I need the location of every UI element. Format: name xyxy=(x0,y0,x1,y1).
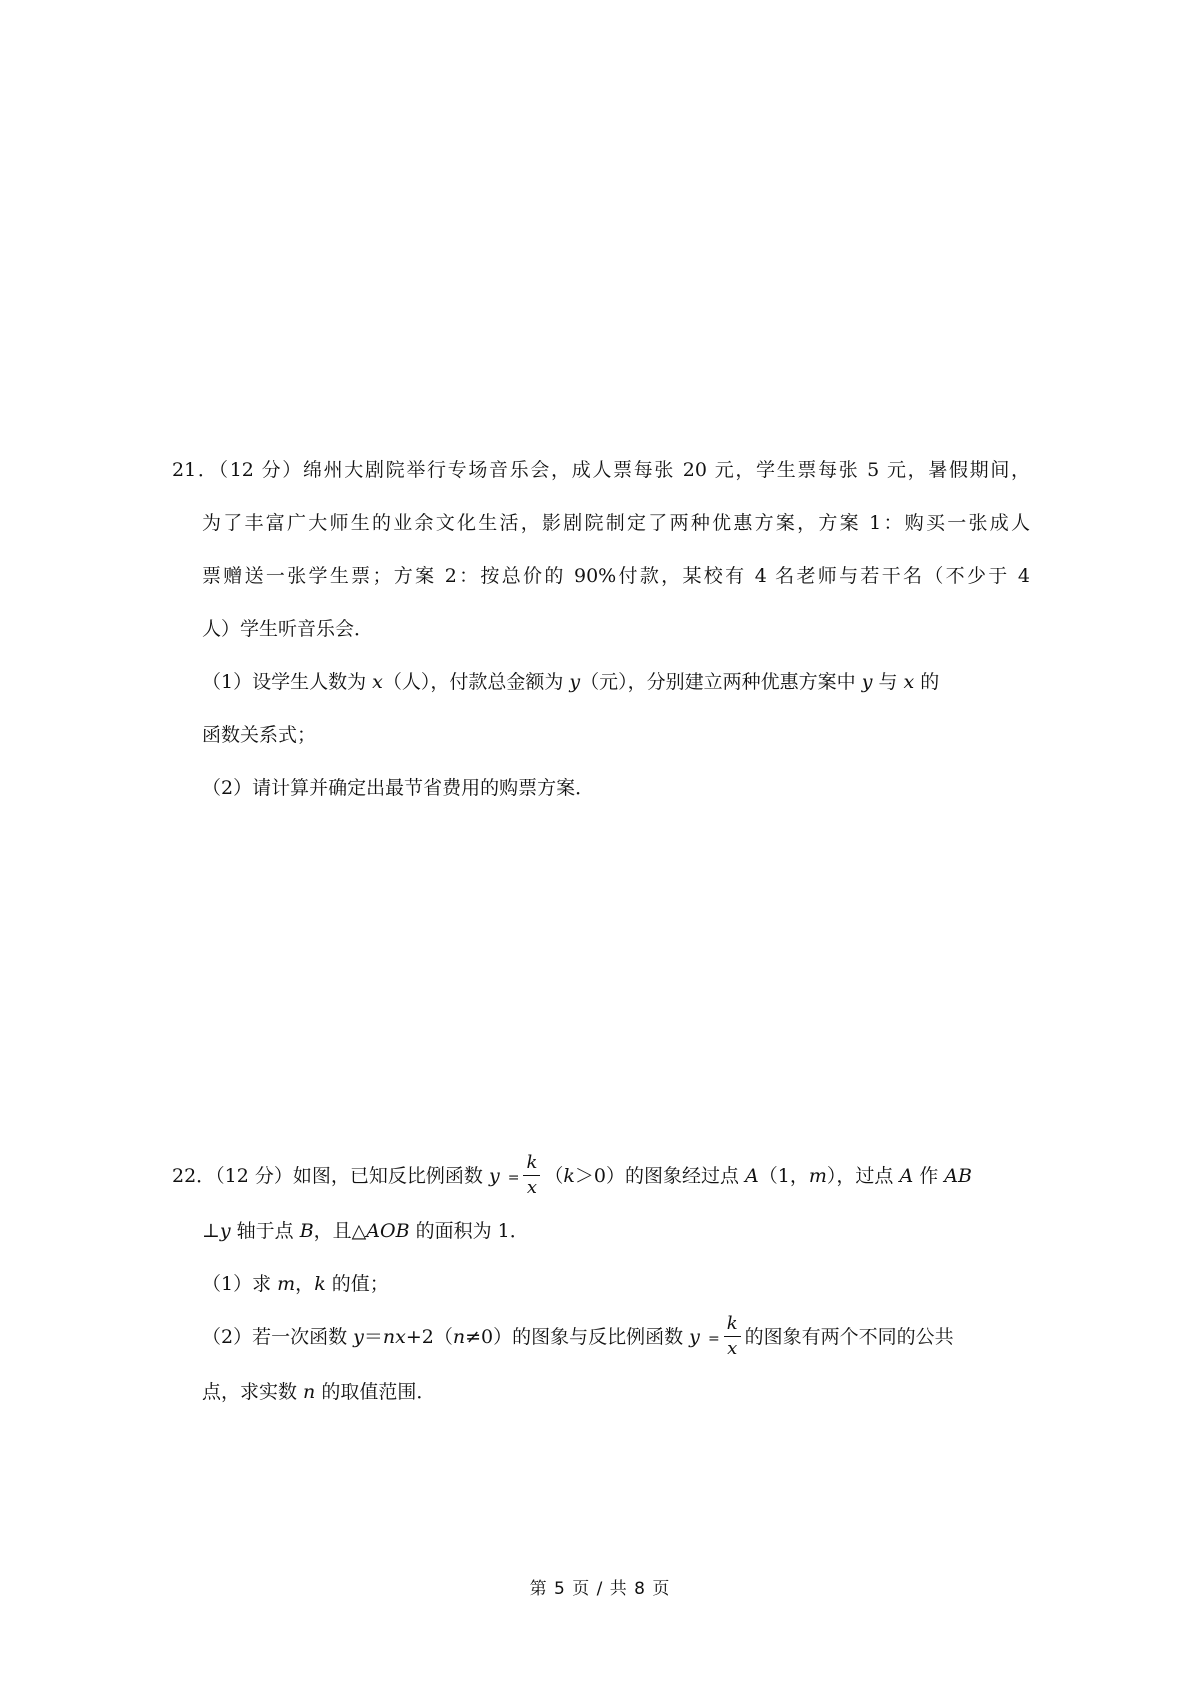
q22-frac-num: k xyxy=(523,1153,540,1176)
q22-p2-fraction xyxy=(724,1314,741,1359)
question-22 xyxy=(172,1150,1030,1419)
q21-line-1 xyxy=(172,444,1030,497)
q21-p1-text-e: 的 xyxy=(914,671,940,693)
q22-p2-l2-text-b: 的取值范围． xyxy=(315,1381,436,1403)
q21-line-4 xyxy=(180,603,1030,656)
q22-var-A: A xyxy=(745,1165,759,1187)
q22-text-c: ＞0）的图象经过点 xyxy=(574,1165,746,1187)
q22-part-2-line-2 xyxy=(180,1366,1030,1419)
q21-p1-var-y: y xyxy=(569,671,581,693)
q22-p2-l2-var-n: n xyxy=(303,1381,316,1403)
q22-l2-text-a: ⊥ xyxy=(202,1220,220,1242)
page-footer xyxy=(0,1574,1200,1599)
q22-var-A2: A xyxy=(899,1165,914,1187)
q22-line-1 xyxy=(172,1150,1030,1205)
q22-p2-var-nx: nx xyxy=(382,1326,406,1348)
q22-l2-var-AOB: AOB xyxy=(366,1220,410,1242)
q21-p1-var-y2: y xyxy=(861,671,873,693)
q22-fraction xyxy=(523,1153,540,1198)
q21-part-1-line-1 xyxy=(180,656,1030,709)
q22-p2-frac-num: k xyxy=(724,1314,741,1337)
q21-part-2 xyxy=(180,762,1030,815)
q22-var-k: k xyxy=(563,1165,575,1187)
q21-p1-text-line2: 函数关系式； xyxy=(202,724,317,746)
q21-line-3 xyxy=(180,550,1030,603)
q21-line-2 xyxy=(180,497,1030,550)
q22-text-f: 作 xyxy=(913,1165,945,1187)
q21-text-4: 人）学生听音乐会． xyxy=(202,618,374,640)
question-21 xyxy=(172,444,1030,815)
q22-p1-var-k: k xyxy=(314,1273,326,1295)
q21-text-3: 票赠送一张学生票；方案 2：按总价的 90%付款，某校有 4 名老师与若干名（不少于 4 xyxy=(202,565,1030,587)
q22-l2-text-c: ，且△ xyxy=(313,1220,367,1242)
q22-p1-var-m: m xyxy=(277,1273,296,1295)
q21-p1-text-b: （人），付款总金额为 xyxy=(382,671,570,693)
q22-p2-var-y: y xyxy=(353,1326,364,1348)
q21-p2-text: （2）请计算并确定出最节省费用的购票方案． xyxy=(202,777,595,799)
q21-text-2: 为了丰富广大师生的业余文化生活，影剧院制定了两种优惠方案，方案 1：购买一张成人 xyxy=(202,512,1030,534)
q21-p1-var-x2: x xyxy=(903,671,915,693)
q22-part-1 xyxy=(180,1258,1030,1311)
q22-p2-text-a: （2）若一次函数 xyxy=(202,1326,354,1348)
q22-p2-text-c: +2（ xyxy=(405,1326,453,1348)
q22-p2-frac-den: x xyxy=(727,1337,738,1359)
q22-p2-var-y2: y xyxy=(689,1326,700,1348)
q22-line-2 xyxy=(180,1205,1030,1258)
q22-var-m: m xyxy=(808,1165,827,1187)
q22-p2-text-e: 的图象有两个不同的公共 xyxy=(744,1326,954,1348)
q21-p1-text-c: （元），分别建立两种优惠方案中 xyxy=(580,671,862,693)
page-number-text: 第 5 页 / 共 8 页 xyxy=(529,1579,671,1599)
q21-p1-text-d: 与 xyxy=(872,671,904,693)
q21-text-1: 21．（12 分）绵州大剧院举行专场音乐会，成人票每张 20 元，学生票每张 5 元，暑假期间， xyxy=(172,459,1030,481)
q22-l2-var-y: y xyxy=(219,1220,231,1242)
q22-p1-text-c: 的值； xyxy=(325,1273,389,1295)
q22-text-b: （ xyxy=(544,1165,564,1187)
q22-l2-text-d: 的面积为 1． xyxy=(409,1220,529,1242)
q22-p2-eq-sign: = xyxy=(707,1331,720,1347)
q22-var-AB: AB xyxy=(944,1165,972,1187)
q22-p2-text-d: ≠0）的图象与反比例函数 xyxy=(465,1326,690,1348)
q22-var-y: y xyxy=(488,1165,500,1187)
q22-p2-var-n: n xyxy=(452,1326,466,1348)
q22-p2-text-b: ＝ xyxy=(363,1326,383,1348)
q21-p1-var-x: x xyxy=(372,671,383,693)
q22-text-a: 22．（12 分）如图，已知反比例函数 xyxy=(172,1165,489,1187)
q22-part-2-line-1 xyxy=(180,1311,1030,1366)
q22-l2-var-B: B xyxy=(299,1220,314,1242)
q22-p2-l2-text-a: 点，求实数 xyxy=(202,1381,304,1403)
q22-p1-text-a: （1）求 xyxy=(202,1273,278,1295)
q21-part-1-line-2 xyxy=(180,709,1030,762)
q22-eq-sign: = xyxy=(507,1170,520,1186)
q22-frac-den: x xyxy=(526,1176,537,1198)
q22-text-d: （1， xyxy=(758,1165,809,1187)
q22-p1-text-b: ， xyxy=(295,1273,315,1295)
q22-l2-text-b: 轴于点 xyxy=(230,1220,300,1242)
q21-p1-text-a: （1）设学生人数为 xyxy=(202,671,373,693)
q22-text-e: ），过点 xyxy=(826,1165,900,1187)
